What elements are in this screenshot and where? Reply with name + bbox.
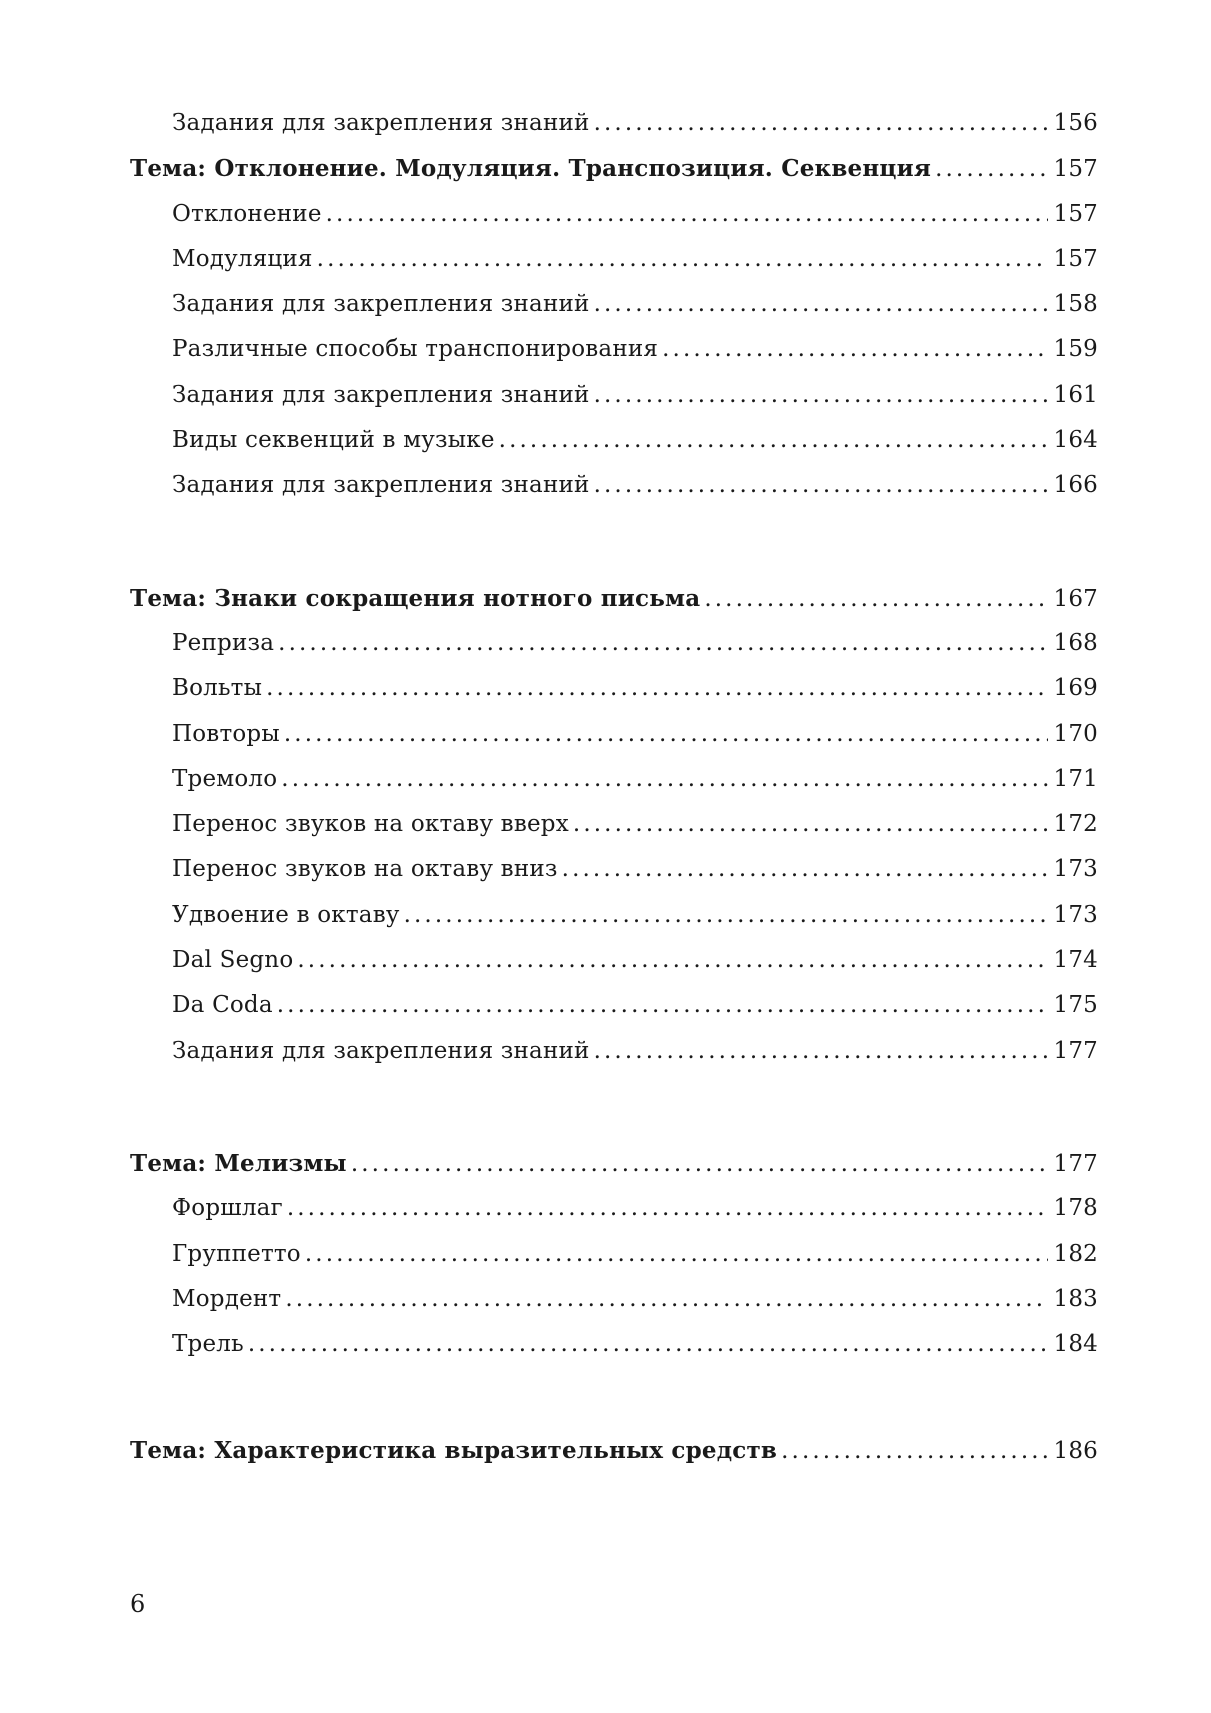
toc-entry[interactable] [130,1232,1098,1277]
leader-dots [562,847,1048,892]
toc-entry-page: 178 [1053,1195,1098,1222]
toc-entry-title: Форшлаг [172,1195,283,1222]
toc-entry-title: Отклонение [172,200,322,227]
toc-entry-title: Задания для закрепления знаний [172,291,590,318]
leader-dots [317,237,1048,282]
toc-entry-page: 177 [1053,1037,1098,1064]
toc-theme-entry[interactable] [130,576,1098,621]
leader-dots [594,373,1048,418]
leader-dots [573,802,1048,847]
toc-entry-title: Вольты [172,675,263,702]
toc-entry-title: Модуляция [172,245,313,272]
toc-entry-title: Тема: Характеристика выразительных средств [130,1437,778,1465]
toc-entry-page: 184 [1053,1331,1098,1358]
toc-block-ornaments [130,1141,1098,1367]
leader-dots [594,101,1048,146]
toc-entry[interactable] [130,757,1098,802]
toc-entry-title: Da Coda [172,992,273,1019]
toc-entry[interactable] [130,418,1098,463]
toc-entry-page: 182 [1053,1240,1098,1267]
leader-dots [404,893,1048,938]
toc-entry-page: 173 [1053,901,1098,928]
toc-block-expressive-means [130,1428,1098,1473]
toc-block-modulation [130,101,1098,509]
toc-entry-page: 158 [1053,291,1098,318]
toc-entry[interactable] [130,666,1098,711]
leader-dots [326,192,1048,237]
toc-entry[interactable] [130,847,1098,892]
toc-entry-title: Виды секвенций в музыке [172,427,495,454]
toc-entry-page: 167 [1053,585,1098,612]
toc-entry[interactable] [130,373,1098,418]
toc-entry[interactable] [130,938,1098,983]
toc-entry-page: 173 [1053,856,1098,883]
toc-entry[interactable] [130,983,1098,1028]
table-of-contents [130,101,1098,1474]
toc-entry-title: Тема: Отклонение. Модуляция. Транспозиция. Секвенция [130,155,932,183]
toc-entry[interactable] [130,712,1098,757]
toc-entry-page: 159 [1053,336,1098,363]
leader-dots [278,621,1048,666]
toc-entry[interactable] [130,237,1098,282]
leader-dots [285,1277,1048,1322]
toc-entry[interactable] [130,1277,1098,1322]
toc-entry-title: Тема: Мелизмы [130,1149,347,1177]
toc-entry-page: 170 [1053,720,1098,747]
toc-entry-page: 156 [1053,110,1098,136]
leader-dots [594,463,1048,508]
toc-entry-page: 168 [1053,629,1098,656]
toc-entry-title: Мордент [172,1285,282,1312]
leader-dots [594,282,1048,327]
toc-entry-page: 171 [1053,765,1098,792]
page-number: 6 [130,1590,146,1618]
toc-entry-page: 157 [1053,245,1098,272]
toc-entry-title: Трель [172,1331,244,1358]
toc-theme-entry[interactable] [130,1141,1098,1186]
toc-entry-title: Задания для закрепления знаний [172,472,590,499]
toc-entry[interactable] [130,1029,1098,1074]
toc-entry-page: 157 [1053,156,1098,183]
toc-entry[interactable] [130,192,1098,237]
toc-entry-title: Группетто [172,1240,301,1267]
toc-block-abbreviation-signs [130,576,1098,1074]
leader-dots [935,147,1048,192]
toc-entry-page: 166 [1053,472,1098,499]
toc-entry-page: 161 [1053,381,1098,408]
toc-entry-page: 175 [1053,992,1098,1019]
toc-entry-title: Тема: Знаки сокращения нотного письма [130,584,701,612]
leader-dots [662,327,1048,372]
leader-dots [287,1186,1048,1231]
toc-entry-title: Различные способы транспонирования [172,336,659,363]
toc-entry-page: 183 [1053,1285,1098,1312]
leader-dots [297,938,1048,983]
toc-entry-title: Повторы [172,720,280,747]
toc-entry-page: 174 [1053,947,1098,974]
toc-entry[interactable] [130,463,1098,508]
toc-entry-page: 157 [1053,200,1098,227]
toc-entry-page: 172 [1053,811,1098,838]
toc-entry-title: Тремоло [172,765,278,792]
leader-dots [281,757,1048,802]
leader-dots [305,1232,1048,1277]
toc-entry-page: 164 [1053,427,1098,454]
toc-entry[interactable] [130,621,1098,666]
toc-entry-title: Задания для закрепления знаний [172,1037,590,1064]
leader-dots [351,1142,1048,1187]
toc-theme-entry[interactable] [130,1428,1098,1473]
toc-entry-page: 177 [1053,1150,1098,1177]
leader-dots [499,418,1048,463]
toc-entry[interactable] [130,1322,1098,1367]
toc-entry[interactable] [130,802,1098,847]
leader-dots [248,1322,1048,1367]
leader-dots [781,1429,1048,1474]
leader-dots [704,577,1048,622]
toc-entry-title: Задания для закрепления знаний [172,110,590,136]
toc-entry-title: Dal Segno [172,947,294,974]
toc-entry[interactable] [130,282,1098,327]
toc-entry[interactable] [130,327,1098,372]
toc-entry-page: 169 [1053,675,1098,702]
toc-entry[interactable] [130,893,1098,938]
toc-entry-title: Удвоение в октаву [172,901,400,928]
toc-theme-entry[interactable] [130,146,1098,191]
toc-entry-title: Задания для закрепления знаний [172,381,590,408]
toc-entry-title: Перенос звуков на октаву вниз [172,856,558,883]
leader-dots [594,1029,1048,1074]
toc-entry[interactable] [130,1186,1098,1231]
leader-dots [284,712,1048,757]
toc-entry-page: 186 [1053,1438,1098,1465]
toc-entry-title: Перенос звуков на октаву вверх [172,811,569,838]
leader-dots [266,666,1048,711]
leader-dots [277,983,1048,1028]
toc-entry-title: Реприза [172,629,275,656]
toc-entry[interactable] [130,101,1098,146]
